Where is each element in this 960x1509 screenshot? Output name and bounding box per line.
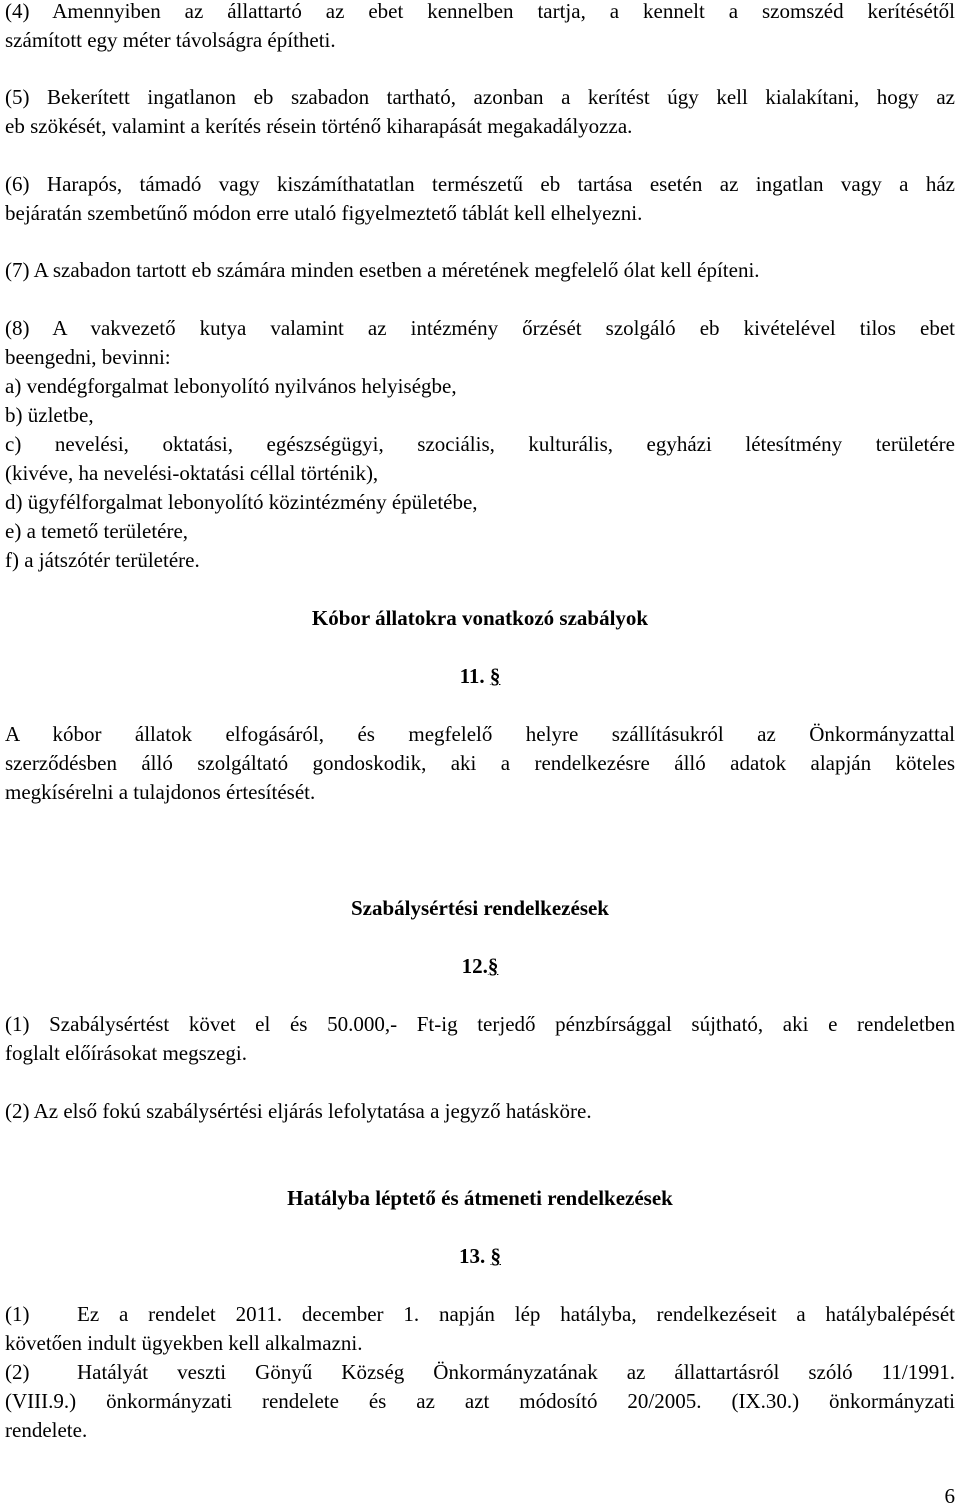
paragraph-4-line-2: számított egy méter távolságra építheti.: [5, 28, 336, 52]
list-item-f: f) a játszótér területére.: [5, 548, 200, 572]
section-12-paragraph-1-line-2: foglalt előírásokat megszegi.: [5, 1041, 248, 1065]
section-number-12-text: 12.: [461, 954, 488, 978]
section-13-paragraph-1-line-2: követően indult ügyekben kell alkalmazni.: [5, 1331, 363, 1355]
page-number: 6: [944, 1484, 955, 1508]
section-heading-kobor: Kóbor állatokra vonatkozó szabályok: [311, 606, 649, 630]
paragraph-7-line-1: (7) A szabadon tartott eb számára minden esetben a méretének megfelelő ólat kell építeni.: [5, 258, 760, 282]
section-12-paragraph-2-line-1: (2) Az első fokú szabálysértési eljárás lefolytatása a jegyző hatásköre.: [5, 1099, 592, 1123]
list-item-b: b) üzletbe,: [5, 403, 94, 427]
section-13-paragraph-1-line-1: [5, 1300, 955, 1329]
paragraph-5-line-1: (5) Bekerített ingatlanon eb szabadon tartható, azonban a kerítést úgy kell kialakítani, hogy az: [5, 85, 955, 109]
list-item-d: d) ügyfélforgalmat lebonyolító közintézmény épületébe,: [5, 490, 478, 514]
section-13-paragraph-2-line-2: (VIII.9.) önkormányzati rendelete és az azt módosító 20/2005. (IX.30.) önkormányzati: [5, 1389, 955, 1413]
list-item-c-line-1: c) nevelési, oktatási, egészségügyi, szociális, kulturális, egyházi létesítmény területére: [5, 432, 955, 456]
enum-label: (2): [5, 1360, 30, 1384]
list-item-c-line-2: (kivéve, ha nevelési-oktatási céllal történik),: [5, 461, 379, 485]
section-number-12: [5, 952, 955, 981]
list-item-a: a) vendégforgalmat lebonyolító nyilvános helyiségbe,: [5, 374, 457, 398]
enum-text: Hatályát veszti Gönyű Község Önkormányzatának az állattartásról szóló 11/1991.: [77, 1360, 955, 1384]
section-13-paragraph-2-line-3: rendelete.: [5, 1418, 88, 1442]
section-number-13: [5, 1242, 955, 1271]
section-number-11: [5, 662, 955, 691]
section-12-paragraph-1-line-1: (1) Szabálysértést követ el és 50.000,- Ft-ig terjedő pénzbírsággal sújtható, aki e rendeletben: [5, 1012, 955, 1036]
section-sign-icon: §: [487, 954, 499, 978]
section-number-13-text: 13.: [459, 1244, 486, 1268]
paragraph-5-line-2: eb szökését, valamint a kerítés résein történő kiharapását megakadályozza.: [5, 114, 633, 138]
section-sign-icon: §: [489, 664, 501, 688]
section-heading-hatalyba: Hatályba léptető és átmeneti rendelkezések: [287, 1186, 673, 1210]
section-11-line-2: szerződésben álló szolgáltató gondoskodik, aki a rendelkezésre álló adatok alapján köteles: [5, 751, 955, 775]
list-item-e: e) a temető területére,: [5, 519, 189, 543]
paragraph-8-line-1: (8) A vakvezető kutya valamint az intézmény őrzését szolgáló eb kivételével tilos ebet: [5, 316, 955, 340]
section-13-paragraph-2-line-1: [5, 1358, 955, 1387]
paragraph-6-line-1: (6) Harapós, támadó vagy kiszámíthatatlan természetű eb tartása esetén az ingatlan vagy a ház: [5, 172, 955, 196]
section-11-line-1: A kóbor állatok elfogásáról, és megfelelő helyre szállításukról az Önkormányzattal: [5, 722, 955, 746]
enum-label: (1): [5, 1302, 30, 1326]
enum-text: Ez a rendelet 2011. december 1. napján lép hatályba, rendelkezéseit a hatálybalépését: [77, 1302, 955, 1326]
paragraph-6-line-2: bejáratán szembetűnő módon erre utaló figyelmeztető táblát kell elhelyezni.: [5, 201, 643, 225]
paragraph-8-line-2: beengedni, bevinni:: [5, 345, 171, 369]
section-number-11-text: 11.: [459, 664, 485, 688]
section-heading-szabalysertesi: Szabálysértési rendelkezések: [351, 896, 609, 920]
section-11-line-3: megkísérelni a tulajdonos értesítését.: [5, 780, 316, 804]
paragraph-4-line-1: (4) Amennyiben az állattartó az ebet kennelben tartja, a kennelt a szomszéd kerítésétől: [5, 0, 955, 23]
section-sign-icon: §: [490, 1244, 501, 1268]
